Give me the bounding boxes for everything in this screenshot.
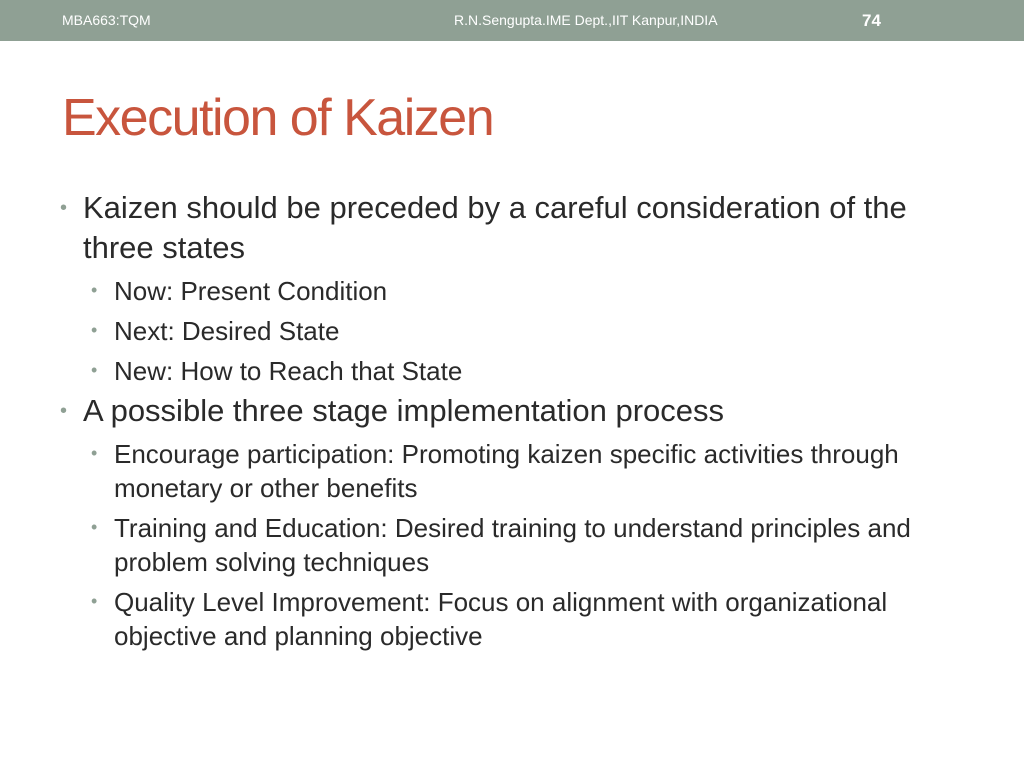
bullet-dot-icon: • (91, 591, 98, 611)
bullet-dot-icon: • (60, 400, 68, 422)
sub-bullet-item (58, 437, 978, 505)
bullet-dot-icon: • (91, 360, 98, 380)
bullet-dot-icon: • (91, 517, 98, 537)
bullet-dot-icon: • (60, 197, 68, 219)
sub-bullet-text: Next: Desired State (114, 316, 340, 346)
bullet-dot-icon: • (91, 280, 98, 300)
bullet-dot-icon: • (91, 443, 98, 463)
sub-bullet-text: Encourage participation: Promoting kaizen specific activities through monetary or other benefits (114, 439, 899, 503)
sub-bullet-text: Training and Education: Desired training to understand principles and problem solving techniques (114, 513, 911, 577)
sub-bullet-item (58, 511, 978, 579)
course-label: MBA663:TQM (62, 12, 151, 28)
bullet-item-1 (58, 188, 978, 268)
sub-bullet-text: New: How to Reach that State (114, 356, 463, 386)
sub-bullet-item (58, 585, 978, 653)
bullet-text: Kaizen should be preceded by a careful consideration of the three states (83, 190, 907, 265)
bullet-dot-icon: • (91, 320, 98, 340)
slide-title: Execution of Kaizen (62, 89, 494, 147)
page-number: 74 (862, 11, 881, 30)
sub-bullet-item (58, 314, 978, 348)
sub-bullet-item (58, 274, 978, 308)
bullet-text: A possible three stage implementation process (83, 393, 725, 428)
sub-bullet-item (58, 354, 978, 388)
header-bar (0, 0, 1024, 41)
bullet-item-2 (58, 391, 978, 431)
sub-bullet-text: Quality Level Improvement: Focus on alignment with organizational objective and planning objective (114, 587, 888, 651)
bullet-list (58, 188, 978, 653)
author-label: R.N.Sengupta.IME Dept.,IIT Kanpur,INDIA (454, 12, 718, 28)
sub-bullet-text: Now: Present Condition (114, 276, 388, 306)
